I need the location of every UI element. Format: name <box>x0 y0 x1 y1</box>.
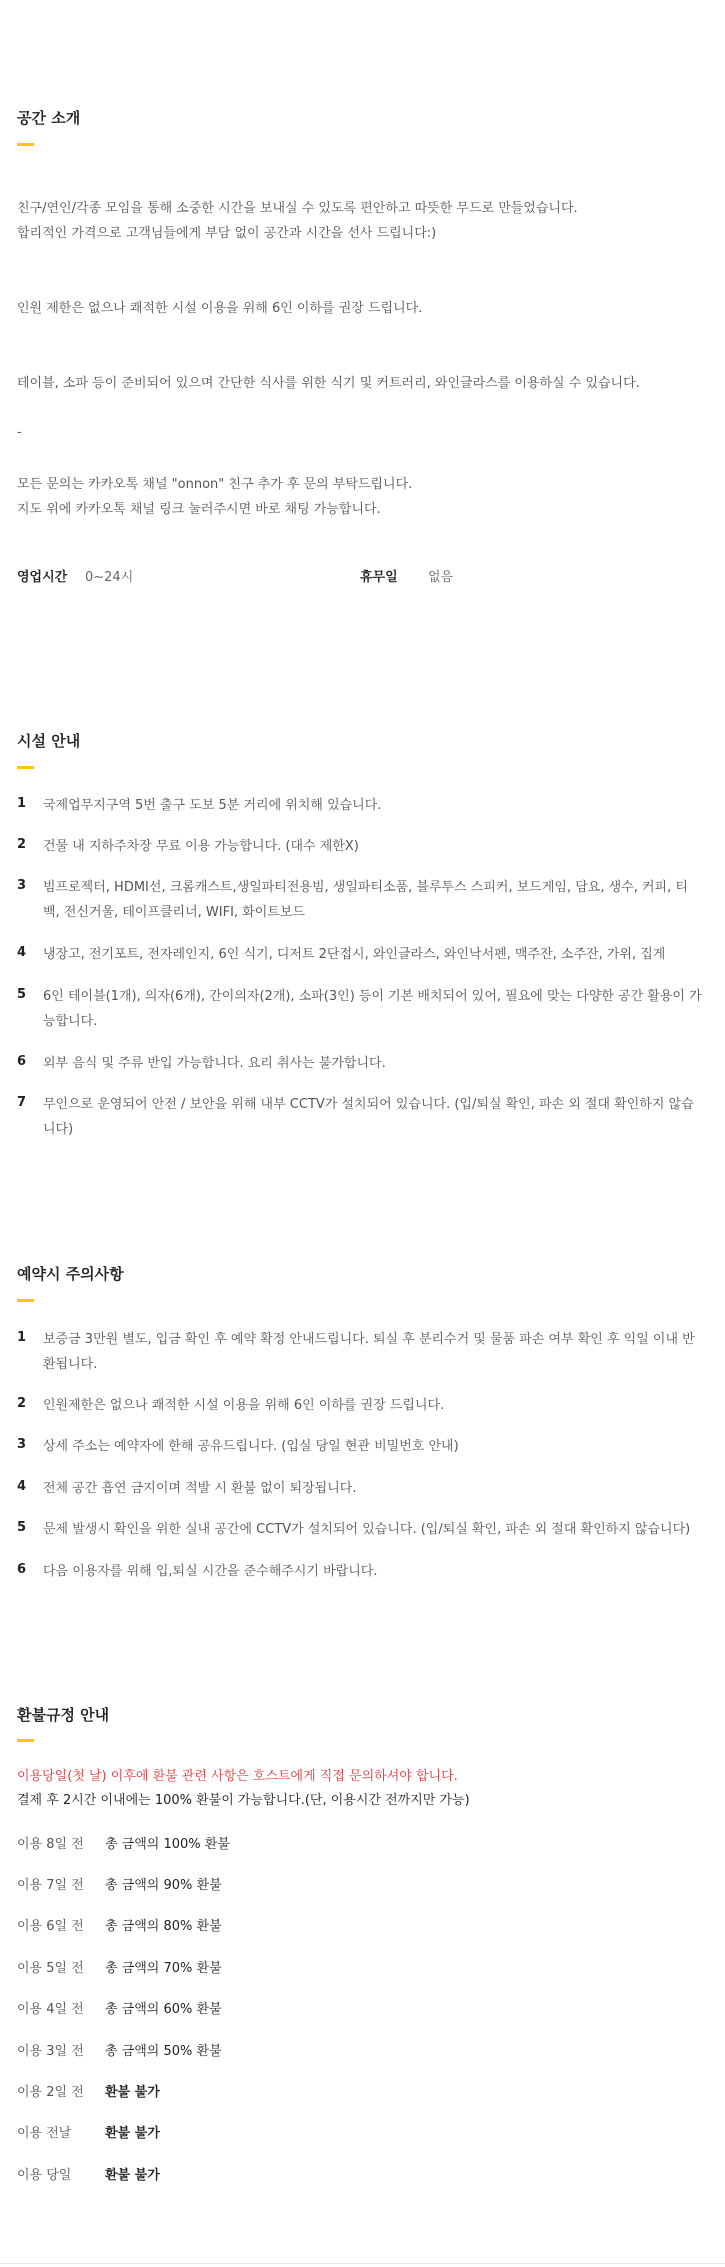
facility-item: 국제업무지구역 5번 출구 도보 5분 거리에 위치해 있습니다. <box>43 798 382 813</box>
refund-row-value: 총 금액의 100% 환불 <box>105 1837 230 1852</box>
intro-separator <box>17 420 22 445</box>
refund-accent-bar <box>17 1739 34 1742</box>
cautions-title: 예약시 주의사항 <box>17 1265 124 1283</box>
hours-label: 영업시간 <box>17 570 68 585</box>
hours-value: 0~24시 <box>85 570 134 585</box>
caution-item: 문제 발생시 확인을 위한 실내 공간에 CCTV가 설치되어 있습니다. (입/퇴실 확인, 파손 외 절대 확인하지 않습니다) <box>43 1522 691 1537</box>
refund-row-value: 총 금액의 70% 환불 <box>105 1961 222 1976</box>
refund-row-value: 환불 불가 <box>105 2085 160 2100</box>
refund-row-value: 총 금액의 50% 환불 <box>105 2044 222 2059</box>
intro-line: 테이블, 소파 등이 준비되어 있으며 간단한 식사를 위한 식기 및 커트러리, 와인글라스를 이용하실 수 있습니다. <box>17 376 640 391</box>
caution-number: 5 <box>17 1520 27 1535</box>
facility-number: 7 <box>17 1095 27 1110</box>
facility-number: 4 <box>17 945 27 960</box>
facility-item: 건물 내 지하주차장 무료 이용 가능합니다. (대수 제한X) <box>43 839 359 854</box>
intro-line: 합리적인 가격으로 고객님들에게 부담 없이 공간과 시간을 선사 드립니다:) <box>17 226 437 241</box>
cautions-accent-bar <box>17 1299 34 1302</box>
refund-row-label: 이용 8일 전 <box>17 1837 84 1852</box>
facilities-title: 시설 안내 <box>17 732 81 750</box>
intro-paragraph-1 <box>17 196 578 246</box>
facility-number: 1 <box>17 796 27 811</box>
intro-accent-bar <box>17 143 34 146</box>
bottom-divider <box>0 2263 725 2264</box>
refund-row-label: 이용 3일 전 <box>17 2044 84 2059</box>
caution-item: 보증금 3만원 별도, 입금 확인 후 예약 확정 안내드립니다. 퇴실 후 분리수거 및 물품 파손 여부 확인 후 익일 이내 반환됩니다. <box>43 1332 695 1372</box>
refund-row-label: 이용 2일 전 <box>17 2085 84 2100</box>
refund-row-value: 환불 불가 <box>105 2126 160 2141</box>
intro-line: 인원 제한은 없으나 쾌적한 시설 이용을 위해 6인 이하를 권장 드립니다. <box>17 301 423 316</box>
facility-item: 무인으로 운영되어 안전 / 보안을 위해 내부 CCTV가 설치되어 있습니다. (입/퇴실 확인, 파손 외 절대 확인하지 않습니다) <box>43 1097 694 1137</box>
intro-line: - <box>17 425 22 440</box>
intro-title: 공간 소개 <box>17 109 81 127</box>
intro-paragraph-2 <box>17 296 422 321</box>
refund-notice: 결제 후 2시간 이내에는 100% 환불이 가능합니다.(단, 이용시간 전까지만 가능) <box>17 1793 470 1808</box>
facility-number: 2 <box>17 837 27 852</box>
caution-number: 2 <box>17 1396 27 1411</box>
intro-line: 모든 문의는 카카오톡 채널 "onnon" 친구 추가 후 문의 부탁드립니다. <box>17 477 413 492</box>
refund-row-label: 이용 당일 <box>17 2168 72 2183</box>
refund-row-label: 이용 전날 <box>17 2126 72 2141</box>
intro-line: 지도 위에 카카오톡 채널 링크 눌러주시면 바로 채팅 가능합니다. <box>17 502 381 517</box>
refund-row-value: 총 금액의 80% 환불 <box>105 1919 222 1934</box>
caution-number: 1 <box>17 1330 27 1345</box>
facilities-accent-bar <box>17 766 34 769</box>
intro-paragraph-4 <box>17 472 412 522</box>
facility-item: 6인 테이블(1개), 의자(6개), 간이의자(2개), 소파(3인) 등이 기본 배치되어 있어, 필요에 맞는 다양한 공간 활용이 가능합니다. <box>43 989 702 1029</box>
caution-number: 4 <box>17 1479 27 1494</box>
refund-row-value: 총 금액의 90% 환불 <box>105 1878 222 1893</box>
refund-row-value: 총 금액의 60% 환불 <box>105 2002 222 2017</box>
caution-item: 인원제한은 없으나 쾌적한 시설 이용을 위해 6인 이하를 권장 드립니다. <box>43 1398 445 1413</box>
caution-item: 다음 이용자를 위해 입,퇴실 시간을 준수해주시기 바랍니다. <box>43 1564 378 1579</box>
refund-row-value: 환불 불가 <box>105 2168 160 2183</box>
caution-number: 3 <box>17 1437 27 1452</box>
refund-title: 환불규정 안내 <box>17 1706 110 1724</box>
refund-row-label: 이용 6일 전 <box>17 1919 84 1934</box>
facility-number: 5 <box>17 987 27 1002</box>
facility-number: 6 <box>17 1054 27 1069</box>
intro-paragraph-3 <box>17 371 640 396</box>
facility-item: 외부 음식 및 주류 반입 가능합니다. 요리 취사는 불가합니다. <box>43 1056 386 1071</box>
holiday-label: 휴무일 <box>360 570 398 585</box>
refund-row-label: 이용 5일 전 <box>17 1961 84 1976</box>
caution-item: 전체 공간 흡연 금지이며 적발 시 환불 없이 퇴장됩니다. <box>43 1481 357 1496</box>
facility-item: 빔프로젝터, HDMI선, 크롬캐스트,생일파티전용빔, 생일파티소품, 블루투스 스피커, 보드게임, 담요, 생수, 커피, 티백, 전신거울, 테이프클리너, WIFI, 화이트보드 <box>43 880 688 920</box>
holiday-value: 없음 <box>428 570 454 585</box>
facility-number: 3 <box>17 878 27 893</box>
refund-row-label: 이용 7일 전 <box>17 1878 84 1893</box>
refund-notice-red: 이용당일(첫 날) 이후에 환불 관련 사항은 호스트에게 직접 문의하셔야 합니다. <box>17 1769 458 1784</box>
facility-item: 냉장고, 전기포트, 전자레인지, 6인 식기, 디저트 2단접시, 와인글라스, 와인낙서펜, 맥주잔, 소주잔, 가위, 집게 <box>43 947 666 962</box>
caution-number: 6 <box>17 1562 27 1577</box>
caution-item: 상세 주소는 예약자에 한해 공유드립니다. (입실 당일 현관 비밀번호 안내) <box>43 1439 459 1454</box>
refund-row-label: 이용 4일 전 <box>17 2002 84 2017</box>
intro-line: 친구/연인/각종 모임을 통해 소중한 시간을 보내실 수 있도록 편안하고 따뜻한 무드로 만들었습니다. <box>17 201 578 216</box>
